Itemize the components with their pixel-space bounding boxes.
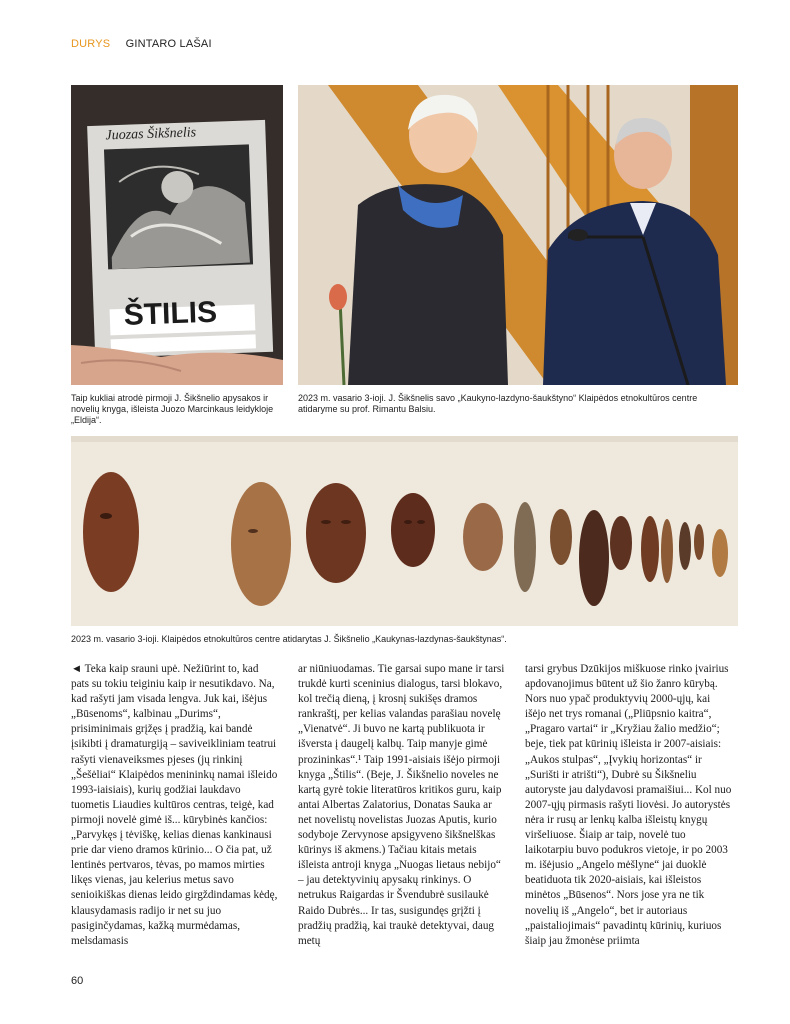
book-title-text: ŠTILIS	[123, 295, 218, 332]
book-cover-illustration	[71, 85, 283, 385]
event-photo	[298, 85, 738, 385]
page-number: 60	[71, 975, 84, 987]
column-3-text: tarsi grybus Dzūkijos miškuose rinko įvairius apdovanojimus būtent už šio žanro kūrybą. Nors nuo ypač produktyvių 2000-ųjų, kai išėjo net trys romanai („Pliūpsnio kaitra“, „Pragaro vartai“ ir „Kryžiau žalio medžio“; beje, tiek pat kūrinių išleista ir 2007-aisiais: „Aukos stulpas“, „Įvykių horizontas“ ir „Surišti ir atrišti“), Dubrė su Šikšneliu autoryste jau dalydavosi pramaišiui... Kol nuo 2007-ųjų pirmasis rašyti liovėsi. Jo autorystės nėra ir rusų ar lenkų kalba išleistų knygų viršeliuose. Šiaip ar taip, novelė tuo laikotarpiu buvo podukros vietoje, ir po 2003 m. išėjusio „Angelo mėšlyne“ jai duoklė beatiduota tik 2020-aisiais, kai išleistos minėtos „Būsenos“. Nors jose yra ne tik novelių iš „Angelo“, bet ir autoriaus „paistaliojimais“ pavadintų kūrinių, kuriuos šiaip jau žmonėse priimta	[525, 663, 732, 947]
masks-photo-caption: 2023 m. vasario 3-ioji. Klaipėdos etnokultūros centre atidarytas J. Šikšnelio „Kaukynas-lazdynas-šaukštynas“.	[71, 634, 507, 644]
section-name: DURYS	[71, 38, 111, 50]
event-photo-caption: 2023 m. vasario 3-ioji. J. Šikšnelis savo „Kaukyno-lazdyno-šaukštyno“ Klaipėdos etnokultūros centre atidaryme su prof. Rimantu Balsiu.	[298, 393, 698, 414]
article-column-1	[71, 662, 278, 949]
running-header	[71, 38, 212, 50]
masks-exhibition-photo	[71, 436, 738, 626]
masks-illustration	[71, 436, 738, 626]
book-cover-photo	[71, 85, 283, 385]
article-column-3	[525, 662, 732, 949]
column-title: GINTARO LAŠAI	[125, 38, 212, 50]
column-2-text: ar niūniuodamas. Tie garsai supo mane ir tarsi trukdė kurti sceninius dialogus, tarsi blokavo, kol trečią dieną, į krosnį sukišęs dramos rankraštį, per kelias valandas parašiau novelę „Vienatvė“. Ji buvo ne kartą publikuota ir išversta į daugelį kalbų. Taip manyje gimė prozininkas“.¹ Taip 1991-aisiais išėjo pirmoji knyga „Štilis“. (Beje, J. Šikšnelio noveles ne kartą gyrė tokie literatūros kritikos guru, kaip antai Albertas Zalatorius, Donatas Sauka ar net novelistų novelistas Juozas Aputis, kurio sodyboje Zervynose apsigyveno šikšnelškas kūrinys iš akmens.) Tačiau kitais metais išleista antroji knyga „Nuogas lietaus nebijo“ – jau detektyvinių apysakų rinkinys. O netrukus Raigardas ir Švendubrė susilaukė Raido Dubrės... Ir tas, susigundęs grįžti į pradžių pradžią, kai traukė detektyvai, daug metų	[298, 663, 505, 947]
event-photo-illustration	[298, 85, 738, 385]
book-photo-caption: Taip kukliai atrodė pirmoji J. Šikšnelio apysakos ir novelių knyga, išleista Juozo Marcinkaus leidykloje „Eldija“.	[71, 393, 274, 425]
article-column-2	[298, 662, 505, 949]
column-1-text: ◄ Teka kaip srauni upė. Nežiūrint to, kad pats su tokiu teiginiu kaip ir nesutikdavo. Na, kad rašyti jam visada lengva. Juk kai, išėjus „Būsenoms“, kalbinau „Durims“, prisiminimais grįžęs į pradžią, kai bandė įsikibti į dramaturgiją – saviveikliniam teatrui rašyti vienaveiksmes pjeses (jų rinkinį „Šešėliai“ Klaipėdos menininkų namai išleido 1993-iaisiais), kurių godžiai laukdavo tuometis Liaudies kultūros centras, teigė, kad pirmoji novelė gimė iš... kūrybinės kančios: „Parvykęs į tėviškę, kelias dienas kankinausi prie dar vieno dramos kūrinio... O čia pat, už lentinės pertvaros, tėvas, po mamos mirties likęs vienas, jau kelerius metus savo senioikiškas dienas leido girgždindamas kėdę, klausydamasis radijo ir net su juo pasiginčydamas, kažką murmėdamas, melsdamasis	[71, 663, 278, 947]
book-author-text: Juozas Šikšnelis	[105, 125, 197, 144]
